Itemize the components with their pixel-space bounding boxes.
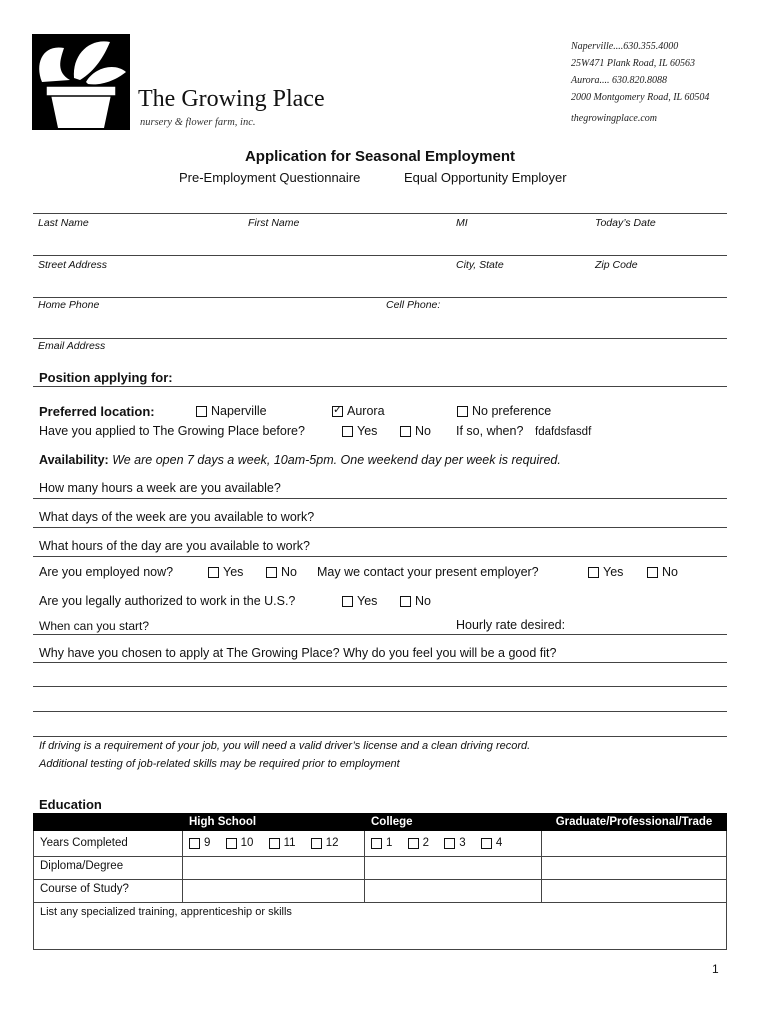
driving-note: If driving is a requirement of your job, you will need a valid driver’s license and a clean driving record.	[39, 740, 531, 752]
days-available-question: What days of the week are you available to work?	[39, 510, 315, 524]
applied-no-option[interactable]	[400, 424, 431, 438]
authorized-no-option[interactable]	[400, 594, 431, 608]
employed-now-question: Are you employed now?	[39, 565, 174, 579]
option-label: 1	[386, 837, 393, 849]
location-naperville-option[interactable]	[196, 404, 267, 418]
college-year-option[interactable]	[408, 837, 429, 849]
checkbox-icon	[588, 567, 599, 578]
zip-code-label: Zip Code	[595, 259, 638, 271]
checked-checkbox-icon	[332, 406, 343, 417]
education-heading: Education	[39, 797, 102, 812]
availability-row	[39, 453, 561, 467]
header-graduate: Graduate/Professional/Trade	[542, 814, 727, 831]
contact-no-option[interactable]	[647, 565, 678, 579]
checkbox-icon	[342, 596, 353, 607]
checkbox-icon	[208, 567, 219, 578]
applied-yes-option[interactable]	[342, 424, 377, 438]
hs-year-option[interactable]	[311, 837, 339, 849]
city-state-label: City, State	[456, 259, 504, 271]
header-high-school: High School	[183, 814, 365, 831]
start-date-label: When can you start?	[39, 619, 150, 633]
last-name-label: Last Name	[38, 217, 89, 229]
checkbox-icon	[342, 426, 353, 437]
option-label: 10	[240, 837, 254, 849]
contact-line: Naperville....630.355.4000	[571, 41, 679, 52]
hs-year-option[interactable]	[226, 837, 254, 849]
employed-no-option[interactable]	[266, 565, 297, 579]
option-label: Naperville	[211, 404, 267, 418]
checkbox-icon	[189, 838, 200, 849]
phone-row-input[interactable]	[33, 312, 727, 336]
option-label: Yes	[357, 424, 378, 438]
option-label: No preference	[472, 404, 552, 418]
option-label: 12	[325, 837, 339, 849]
authorized-yes-option[interactable]	[342, 594, 377, 608]
education-header-row	[34, 814, 727, 831]
table-row	[34, 831, 727, 857]
option-label: Yes	[603, 565, 624, 579]
hours-of-day-question: What hours of the day are you available to work?	[39, 539, 310, 553]
form-subtitle-left: Pre-Employment Questionnaire	[179, 170, 361, 185]
contact-line: 25W471 Plank Road, IL 60563	[571, 58, 695, 69]
name-row-input[interactable]	[33, 230, 727, 254]
home-phone-label: Home Phone	[38, 299, 100, 311]
contact-yes-option[interactable]	[588, 565, 623, 579]
applied-before-question: Have you applied to The Growing Place before?	[39, 424, 305, 438]
row-label: Years Completed	[34, 831, 183, 857]
option-label: 9	[204, 837, 211, 849]
why-apply-input[interactable]	[33, 664, 727, 734]
cell-phone-label: Cell Phone:	[386, 299, 441, 311]
graduate-years-cell[interactable]	[542, 831, 727, 857]
option-label: Yes	[223, 565, 244, 579]
option-label: No	[415, 594, 431, 608]
hs-year-option[interactable]	[189, 837, 210, 849]
specialized-training-cell[interactable]	[34, 903, 727, 950]
header-college: College	[365, 814, 542, 831]
company-tagline: nursery & flower farm, inc.	[140, 117, 256, 128]
email-address-label: Email Address	[38, 340, 106, 352]
table-row	[34, 903, 727, 950]
graduate-course-cell[interactable]	[542, 880, 727, 903]
checkbox-icon	[226, 838, 237, 849]
hours-per-week-question: How many hours a week are you available?	[39, 481, 281, 495]
checkbox-icon	[444, 838, 455, 849]
option-label: 2	[422, 837, 430, 849]
option-label: No	[415, 424, 431, 438]
availability-label: Availability:	[39, 453, 109, 467]
checkbox-icon	[457, 406, 468, 417]
checkbox-icon	[196, 406, 207, 417]
testing-note: Additional testing of job-related skills may be required prior to employment	[39, 758, 400, 770]
option-label: No	[662, 565, 678, 579]
education-table	[33, 813, 727, 950]
availability-note: We are open 7 days a week, 10am-5pm. One weekend day per week is required.	[112, 453, 561, 467]
page-number: 1	[712, 962, 719, 976]
header-blank	[34, 814, 183, 831]
specialized-training-label: List any specialized training, apprenticeship or skills	[40, 906, 292, 918]
option-label: 3	[459, 837, 466, 849]
todays-date-label: Today’s Date	[595, 217, 656, 229]
checkbox-icon	[408, 838, 419, 849]
checkbox-icon	[266, 567, 277, 578]
form-title: Application for Seasonal Employment	[244, 148, 516, 165]
college-year-option[interactable]	[481, 837, 502, 849]
checkbox-icon	[371, 838, 382, 849]
checkbox-icon	[481, 838, 492, 849]
contact-website: thegrowingplace.com	[571, 113, 658, 124]
hs-course-cell[interactable]	[183, 880, 365, 903]
authorized-question: Are you legally authorized to work in the U.S.?	[39, 594, 296, 608]
high-school-years-cell	[183, 831, 365, 857]
row-label: Course of Study?	[34, 880, 183, 903]
table-row	[34, 857, 727, 880]
option-label: 4	[495, 837, 503, 849]
first-name-label: First Name	[248, 217, 300, 229]
college-course-cell[interactable]	[365, 880, 542, 903]
applied-when-input[interactable]: fdafdsfasdf	[535, 426, 592, 438]
option-label: 11	[283, 837, 296, 849]
hs-diploma-cell[interactable]	[183, 857, 365, 880]
graduate-degree-cell[interactable]	[542, 857, 727, 880]
address-row-input[interactable]	[33, 272, 727, 296]
checkbox-icon	[269, 838, 280, 849]
mi-label: MI	[456, 217, 468, 229]
college-years-cell	[365, 831, 542, 857]
college-year-option[interactable]	[444, 837, 465, 849]
contact-line: Aurora.... 630.820.8088	[571, 75, 668, 86]
checkbox-icon	[400, 596, 411, 607]
why-apply-question: Why have you chosen to apply at The Growing Place? Why do you feel you will be a good fit?	[39, 646, 557, 660]
hs-year-option[interactable]	[269, 837, 296, 849]
option-label: Yes	[357, 594, 378, 608]
checkbox-icon	[311, 838, 322, 849]
checkbox-icon	[647, 567, 658, 578]
street-address-label: Street Address	[38, 259, 108, 271]
applied-when-label: If so, when?	[456, 424, 524, 438]
contact-employer-question: May we contact your present employer?	[317, 565, 539, 579]
preferred-location-label: Preferred location:	[39, 404, 155, 419]
college-year-option[interactable]	[371, 837, 392, 849]
table-row	[34, 880, 727, 903]
employed-yes-option[interactable]	[208, 565, 243, 579]
option-label: No	[281, 565, 297, 579]
contact-block	[571, 38, 709, 127]
checkbox-icon	[400, 426, 411, 437]
row-label: Diploma/Degree	[34, 857, 183, 880]
plant-pot-logo-icon	[30, 32, 132, 132]
location-aurora-option[interactable]	[332, 404, 385, 418]
company-name: The Growing Place	[138, 86, 325, 112]
college-degree-cell[interactable]	[365, 857, 542, 880]
email-input[interactable]	[33, 353, 727, 367]
option-label: Aurora	[347, 404, 385, 418]
location-no-preference-option[interactable]	[457, 404, 551, 418]
company-logo	[30, 32, 132, 132]
hourly-rate-label: Hourly rate desired:	[456, 618, 566, 632]
position-label: Position applying for:	[39, 370, 173, 385]
contact-line: 2000 Montgomery Road, IL 60504	[571, 92, 710, 103]
form-subtitle-right: Equal Opportunity Employer	[404, 170, 567, 185]
